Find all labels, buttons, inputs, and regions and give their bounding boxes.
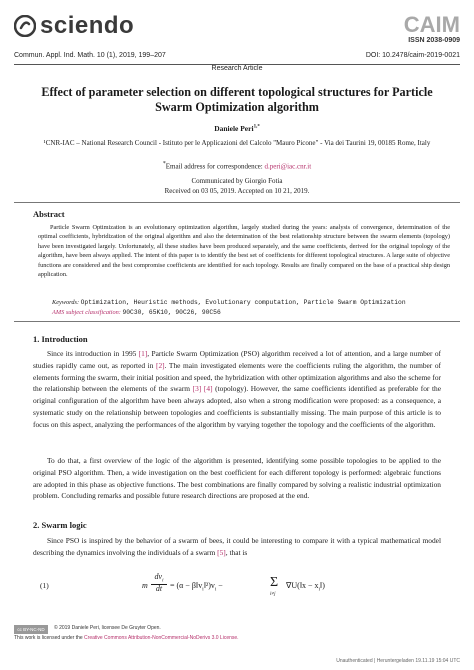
license-prefix: This work is licensed under the bbox=[14, 635, 85, 641]
affiliation: ¹CNR-IAC – National Research Council - Istituto per le Applicazioni del Calcolo "Mauro Picone" - Via dei Taurini 19, 00185 Rome, Italy bbox=[43, 139, 431, 147]
msc-value: 90C30, 65K10, 90C26, 90C56 bbox=[122, 309, 221, 316]
section-heading-introduction: 1. Introduction bbox=[33, 334, 88, 344]
eq-frac-num bbox=[151, 572, 167, 585]
author bbox=[0, 124, 474, 133]
swarm-logic-paragraph bbox=[33, 535, 441, 559]
download-stamp: Unauthenticated | Heruntergeladen 19.11.19 15:04 UTC bbox=[336, 658, 460, 664]
correspondence-email bbox=[0, 161, 474, 170]
journal-acronym: CAIM bbox=[403, 12, 460, 37]
author-marks: 1,* bbox=[253, 124, 260, 130]
eq-sub: i bbox=[202, 587, 204, 593]
paper-title: Effect of parameter selection on different topological structures for Particle Swarm Optimization algorithm bbox=[41, 85, 433, 114]
eq-dv: dv bbox=[154, 572, 163, 581]
eq-sub: i bbox=[162, 578, 164, 584]
equation-number: (1) bbox=[40, 581, 49, 590]
license-link[interactable]: Creative Commons Attribution-NonCommercial-NoDerivs 3.0 License. bbox=[84, 635, 239, 641]
eq-part: ‖) bbox=[319, 581, 325, 590]
article-type: Research Article bbox=[211, 65, 263, 72]
section-heading-swarm-logic: 2. Swarm logic bbox=[33, 520, 87, 530]
eq-rhs bbox=[170, 581, 223, 593]
citation-link-4[interactable]: [4] bbox=[203, 384, 213, 394]
author-name: Daniele Peri bbox=[214, 124, 254, 133]
communicated-by: Communicated by Giorgio Fotia bbox=[191, 177, 283, 185]
eq-sum-symbol: Σ bbox=[270, 575, 279, 590]
email-label: Email address for correspondence: bbox=[165, 162, 263, 171]
eq-part: = (α − β‖v bbox=[170, 581, 203, 590]
text-run: , Particle Swarm Optimization (PSO) algorithm received a lot of attention, and a large number of studies rapidly came out, as reported in bbox=[33, 349, 441, 370]
intro-paragraph-2: To do that, a first overview of the logic of the algorithm is presented, identifying some possible topologies to be applied to the original PSO algorithm. Then, a wide investigation on the best coefficient for each different topology is performed: algebraic functions are adopted in this phase as objective functions. The best combinations are finally compared by solving a realistic industrial optimization problem. Concluding remarks and possible future research directions are proposed at the end. bbox=[33, 456, 441, 501]
cc-license-badge[interactable]: cc BY-NC-ND bbox=[14, 625, 48, 634]
text-run: . The main investigated elements were the coefficients ruling the algorithm, the number of elements forming the swarm, their initial position and speed, the hybridization with other optimization algorithms and also the scheme for the relationship between the elements of the swarm bbox=[33, 360, 441, 394]
eq-frac-den: dt bbox=[155, 584, 163, 593]
email-mark: * bbox=[162, 161, 166, 167]
text-run: Since PSO is inspired by the behavior of a swarm of bees, it could be interesting to compare it with a typical mathematical model describing the dynamics involving the individuals of a swarm bbox=[33, 536, 441, 557]
eq-sum-index: i≠j bbox=[270, 592, 276, 597]
received-dates: Received on 03 05, 2019. Accepted on 10 21, 2019. bbox=[164, 187, 310, 195]
abstract-heading: Abstract bbox=[33, 209, 65, 219]
eq-mass: m bbox=[142, 581, 148, 590]
title-divider bbox=[14, 202, 460, 203]
citation-link-2[interactable]: [2] bbox=[156, 360, 165, 370]
license-line bbox=[14, 635, 239, 641]
citation: Commun. Appl. Ind. Math. 10 (1), 2019, 199–207 bbox=[14, 52, 166, 59]
text-run: Since its introduction in 1995 bbox=[47, 349, 139, 358]
keywords-value: Optimization, Heuristic methods, Evolutionary computation, Particle Swarm Optimization bbox=[80, 299, 406, 306]
text-run: (topology). However, the same coefficients identified as preferable for the original configuration of the algorithm have been always adopted, also when a strong modification were proposed: as a consequence, a systematic study on the relationship between topologies and coefficients is substantially missing. The main purpose of this article is to focus on this aspect, analyzing the performances of the algorithm by varying together the topology and the coefficients of the algorithm. bbox=[33, 384, 441, 429]
eq-part: ∇U(‖x − x bbox=[286, 581, 319, 590]
eq-part: − bbox=[216, 581, 223, 590]
abstract-text: Particle Swarm Optimization is an evolutionary optimization algorithm, largely studied during the years: analysis of convergence, determination of the optimal coefficients, hybridization of the original algorithm and also the determination of the best relationship structure between the swarm elements (topology) have been investigated largely. Unfortunately, all these studies have been produced separately, and the same coefficients, derived for the original topology of the algorithm, have been always applied. The intent of this paper is to identify the best set of coefficients for different topological structures. A large suite of objective functions are considered and the best compromise coefficients are identified for each topology. Results are finally compared on the base of a practical ship design application. bbox=[38, 224, 450, 279]
citation-link-1[interactable]: [1] bbox=[138, 349, 148, 358]
msc-label[interactable]: AMS subject classification: bbox=[52, 309, 121, 316]
text-run: , that is bbox=[225, 547, 248, 557]
intro-paragraph-1 bbox=[33, 348, 441, 431]
citation-link-5[interactable]: [5] bbox=[217, 547, 226, 557]
ams-classification bbox=[52, 309, 452, 316]
eq-sub: i bbox=[318, 587, 320, 593]
keywords bbox=[52, 299, 452, 306]
citation-link-3[interactable]: [3] bbox=[192, 384, 202, 394]
doi[interactable]: DOI: 10.2478/caim-2019-0021 bbox=[365, 52, 460, 59]
sciendo-logo-icon bbox=[14, 15, 36, 37]
publisher-logo-text: sciendo bbox=[40, 12, 135, 39]
email-link[interactable]: d.peri@iac.cnr.it bbox=[264, 162, 312, 171]
copyright: © 2019 Daniele Peri, licensee De Gruyter Open. bbox=[54, 625, 161, 631]
eq-gradient bbox=[286, 581, 325, 593]
eq-sub: i bbox=[214, 587, 217, 593]
keywords-label: Keywords: bbox=[52, 299, 80, 306]
equation bbox=[142, 572, 382, 602]
abstract-divider bbox=[14, 321, 460, 322]
eq-part: ‖²)v bbox=[203, 581, 215, 590]
issn: ISSN 2038-0909 bbox=[408, 37, 460, 44]
